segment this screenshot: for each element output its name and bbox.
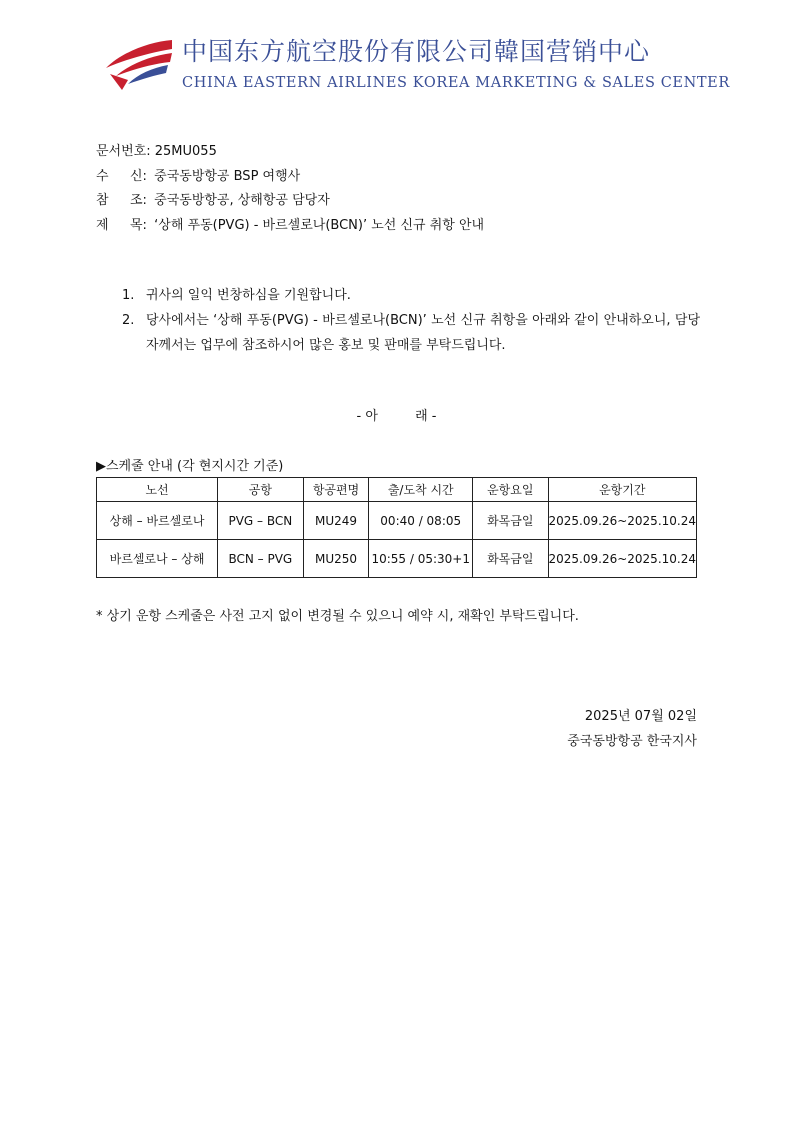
schedule-heading: ▶스케줄 안내 (각 현지시간 기준) [96, 459, 284, 474]
subject-label-b: 목: [130, 217, 147, 233]
cc-label-a: 참 [96, 193, 109, 208]
cell-days: 화목금일 [473, 540, 548, 578]
list-item-number: 1. [122, 288, 135, 303]
body-list [122, 283, 700, 358]
company-name-en: CHINA EASTERN AIRLINES KOREA MARKETING & SALES CENTER [182, 75, 730, 91]
cc-label-b: 조: [130, 193, 147, 208]
recipient-label-b: 신: [130, 168, 147, 184]
cell-time: 10:55 / 05:30+1 [369, 540, 473, 578]
cc-row [96, 189, 484, 214]
recipient-label-a: 수 [96, 168, 109, 184]
column-header-flight: 항공편명 [303, 478, 369, 502]
cell-period: 2025.09.26~2025.10.24 [548, 540, 697, 578]
subject: ‘상해 푸동(PVG) - 바르셀로나(BCN)’ 노선 신규 취항 안내 [154, 217, 485, 233]
subject-label-a: 제 [96, 217, 109, 233]
cell-airport: PVG – BCN [218, 502, 304, 540]
table-row [97, 540, 697, 578]
column-header-route: 노선 [97, 478, 218, 502]
recipient-row [96, 165, 484, 190]
column-header-airport: 공항 [218, 478, 304, 502]
doc-number-row [96, 140, 484, 165]
cell-route: 상해 – 바르셀로나 [97, 502, 218, 540]
section-title: - 아 래 - [356, 409, 437, 424]
doc-number-label: 문서번호: [96, 144, 151, 159]
document-meta [96, 140, 484, 238]
cell-airport: BCN – PVG [218, 540, 304, 578]
list-item-text: 귀사의 일익 번창하심을 기원합니다. [146, 288, 351, 303]
cell-flight: MU250 [303, 540, 369, 578]
company-name-cn: 中国东方航空股份有限公司韓国营销中心 [182, 37, 651, 66]
letterhead [104, 30, 730, 100]
column-header-time: 출/도착 시간 [369, 478, 473, 502]
signature-block [567, 704, 697, 754]
table-row [97, 502, 697, 540]
list-item-number: 2. [122, 313, 135, 328]
column-header-days: 운항요일 [473, 478, 548, 502]
list-item-text: 당사에서는 ‘상해 푸동(PVG) - 바르셀로나(BCN)’ 노선 신규 취항을 아래와 같이 안내하오니, 담당자께서는 업무에 참조하시어 많은 홍보 및 판매를 부탁드립니다. [146, 313, 700, 353]
schedule-notice: * 상기 운항 스케줄은 사전 고지 없이 변경될 수 있으니 예약 시, 재확인 부탁드립니다. [96, 609, 579, 624]
cell-period: 2025.09.26~2025.10.24 [548, 502, 697, 540]
list-item [122, 308, 700, 358]
swallow-logo-icon [104, 34, 174, 90]
cell-flight: MU249 [303, 502, 369, 540]
cc: 중국동방항공, 상해항공 담당자 [154, 193, 330, 208]
issue-date: 2025년 07월 02일 [584, 709, 697, 724]
column-header-period: 운항기간 [548, 478, 697, 502]
cell-time: 00:40 / 08:05 [369, 502, 473, 540]
subject-row [96, 214, 484, 239]
issuer-name: 중국동방항공 한국지사 [567, 734, 697, 749]
doc-number: 25MU055 [154, 144, 217, 159]
recipient: 중국동방항공 BSP 여행사 [154, 168, 301, 184]
cell-days: 화목금일 [473, 502, 548, 540]
list-item [122, 283, 700, 308]
cell-route: 바르셀로나 – 상해 [97, 540, 218, 578]
schedule-table [96, 477, 697, 578]
table-header-row [97, 478, 697, 502]
